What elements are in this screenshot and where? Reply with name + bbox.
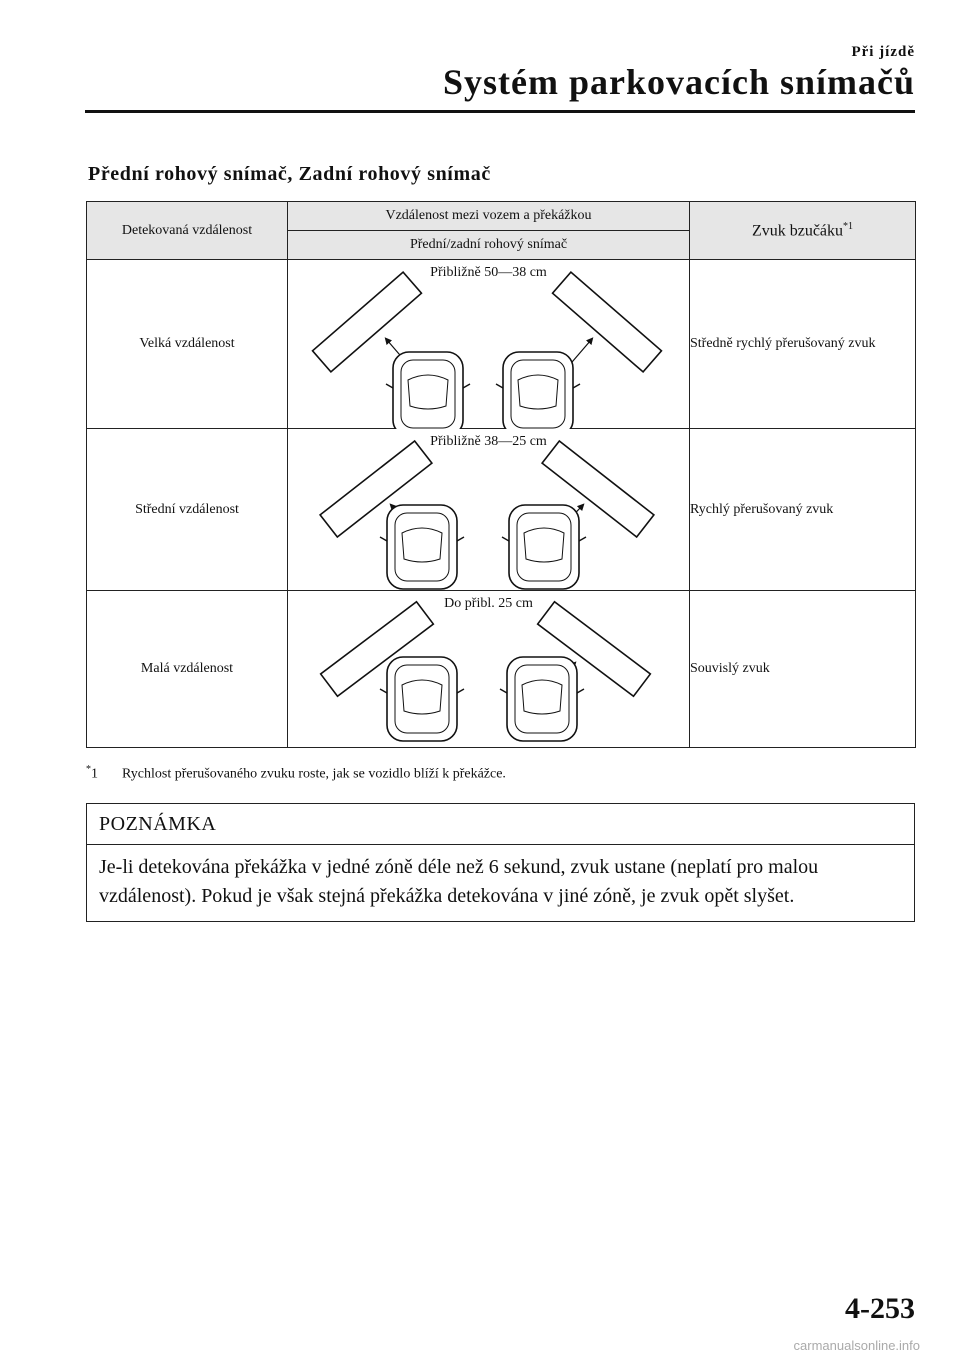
note-text: Je-li detekována překážka v jedné zóně déle než 6 sekund, zvuk ustane (neplatí pro malou vzdálenost). Pokud je však stejná překážka detekována v jiné zóně, je zvuk opět slyšet. [99,856,819,907]
distance-label: Velká vzdálenost [87,260,288,429]
range-label: Přibližně 50―38 cm [430,265,547,280]
buzzer-sound: Souvislý zvuk [690,591,916,748]
range-label: Přibližně 38―25 cm [430,434,547,449]
buzzer-sound: Rychlý přerušovaný zvuk [690,429,916,591]
car-front-view [380,505,464,589]
car-front-view [386,352,470,429]
parking-diagram-medium [288,429,690,591]
diagram-cell [288,591,690,748]
parking-diagram-long [288,260,690,429]
page-number: 4-253 [845,1292,915,1325]
table-row [87,429,916,591]
table-row [87,260,916,429]
header-buzzer-sound [690,202,916,260]
watermark: carmanualsonline.info [793,1338,920,1353]
page-title: Systém parkovacích snímačů [442,62,915,102]
header-detected-distance: Detekovaná vzdálenost [87,202,288,260]
footnote-text: Rychlost přerušovaného zvuku roste, jak se vozidlo blíží k překážce. [122,766,506,782]
footnote-number: 1 [91,766,98,782]
parking-diagram-short [288,591,690,748]
car-rear-view [496,352,580,429]
header-divider [85,110,915,113]
table-row [87,591,916,748]
buzzer-sound: Středně rychlý přerušovaný zvuk [690,260,916,429]
footnote-mark [86,764,122,783]
diagram-cell [288,429,690,591]
car-front-view [380,657,464,741]
distance-label: Malá vzdálenost [87,591,288,748]
footnote-reference: *1 [843,220,854,232]
car-rear-view [500,657,584,741]
header-gap: Vzdálenost mezi vozem a překážkou [288,202,690,231]
range-label: Do přibl. 25 cm [444,596,533,611]
diagram-cell [288,260,690,429]
note-box [86,803,915,922]
section-heading: Přední rohový snímač, Zadní rohový snímač [88,163,491,185]
car-rear-view [502,505,586,589]
footnote [86,764,506,783]
distance-label: Střední vzdálenost [87,429,288,591]
header-buzzer-label: Zvuk bzučáku [751,222,844,240]
note-title: POZNÁMKA [87,804,914,845]
sensor-distance-table [86,201,916,748]
footnote-asterisk: * [86,764,91,775]
chapter-label: Při jízdě [851,44,915,60]
header-corner-sensor: Přední/zadní rohový snímač [288,231,690,260]
